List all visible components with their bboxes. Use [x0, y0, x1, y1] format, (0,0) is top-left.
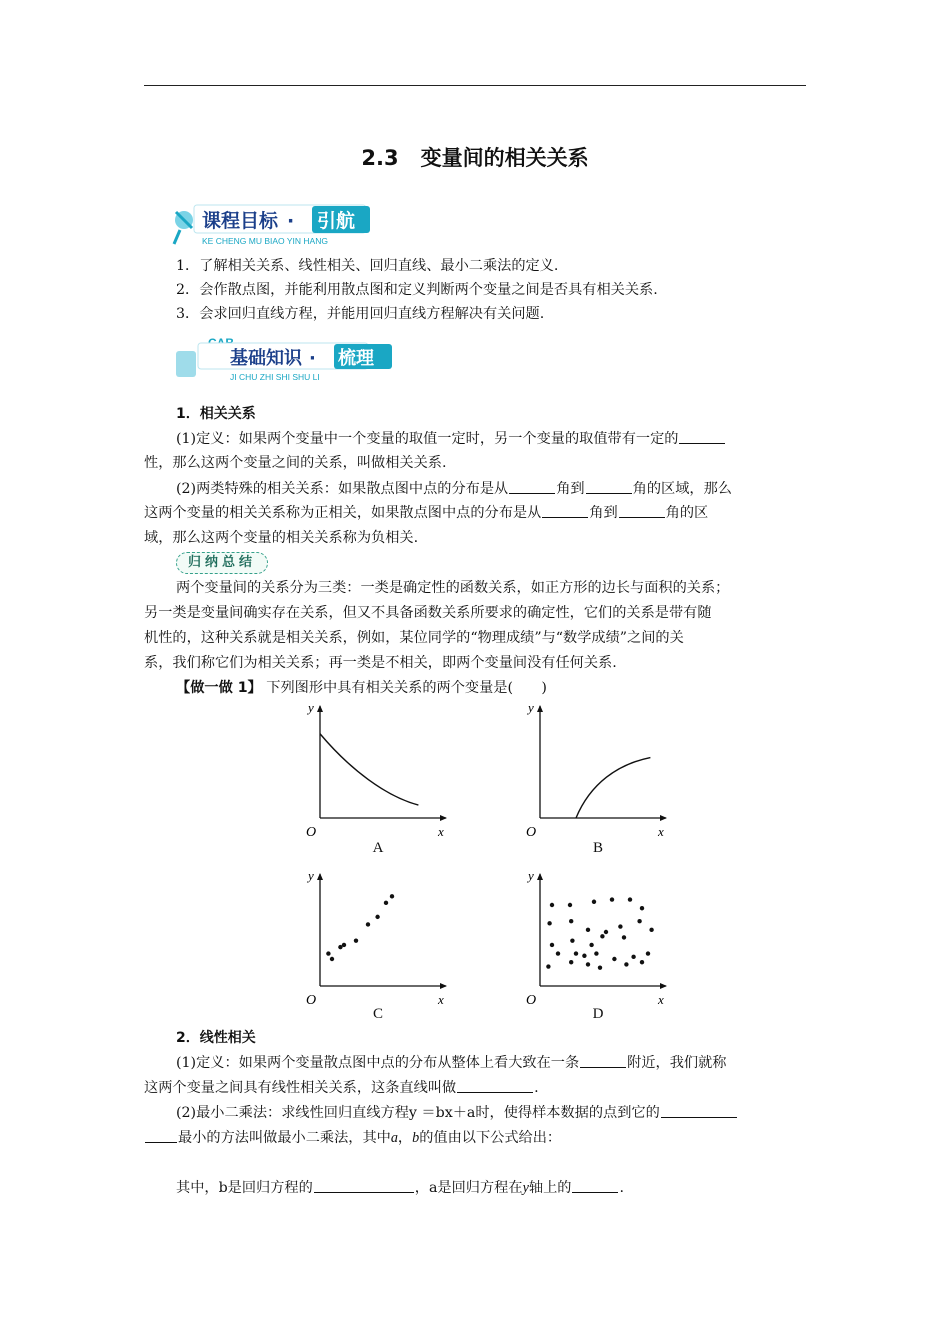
graph-c	[300, 868, 450, 1014]
s1-p1-line2: 性，那么这两个变量之间的关系，叫做相关关系.	[144, 455, 447, 471]
scatter-point	[622, 935, 626, 939]
scatter-point	[570, 938, 574, 942]
summary-line-1: 两个变量间的关系分为三类：一类是确定性的函数关系，如正方形的边长与面积的关系；	[176, 580, 730, 596]
scatter-point	[624, 962, 628, 966]
x-axis-arrow	[660, 815, 667, 821]
banner2-pinyin: JI CHU ZHI SHI SHU LI	[230, 372, 320, 382]
graph-label-b: B	[592, 840, 603, 856]
scatter-point	[649, 928, 653, 932]
scatter-point	[604, 930, 608, 934]
blank[interactable]	[542, 502, 588, 518]
banner2-accent: 梳理	[338, 348, 374, 369]
scatter-point	[640, 960, 644, 964]
scatter-point	[592, 900, 596, 904]
y-axis-label: y	[308, 868, 314, 883]
scatter-point	[589, 943, 593, 947]
s1-p2-line2: 这两个变量的相关关系称为正相关，如果散点图中点的分布是从 角到 角的区	[144, 501, 816, 525]
scatter-point	[631, 955, 635, 959]
scatter-point	[600, 934, 604, 938]
banner1-dot: ·	[287, 210, 295, 232]
x-axis-label: x	[438, 992, 444, 1007]
scatter-point	[646, 951, 650, 955]
exercise-label: 【做一做 1】	[176, 680, 262, 696]
s1-p1-line1: (1)定义：如果两个变量中一个变量的取值一定时，另一个变量的取值带有一定的	[176, 427, 816, 451]
summary-line-4: 系，我们称它们为相关关系；再一类是不相关，即两个变量间没有任何关系.	[144, 655, 617, 671]
graph-label-d: D	[592, 1006, 604, 1022]
blank[interactable]	[457, 1077, 533, 1093]
banner-course-goals	[172, 200, 392, 250]
graph-label-c: C	[372, 1006, 383, 1022]
graph-a	[300, 700, 450, 846]
graph-label-a: A	[372, 840, 384, 856]
section-1-heading: 1．相关关系	[176, 406, 256, 422]
banner1-accent: 引航	[317, 210, 356, 232]
scatter-point	[326, 951, 330, 955]
title-text: 变量间的相关关系	[420, 146, 589, 170]
scatter-point	[637, 919, 641, 923]
x-axis-arrow	[440, 815, 447, 821]
curve-a	[320, 734, 418, 805]
banner2-dot: ·	[309, 348, 316, 369]
curve-b	[576, 758, 650, 818]
s2-p2-line1: (2)最小二乘法：求线性回归直线方程y ＝bx＋a时，使得样本数据的点到它的	[176, 1101, 816, 1125]
scatter-point	[568, 903, 572, 907]
graph-d	[520, 868, 670, 1014]
s2-p1-line2: 这两个变量之间具有线性相关关系，这条直线叫做 .	[144, 1076, 816, 1100]
s2-p3: 其中，b是回归方程的 ，a是回归方程在y轴上的 .	[176, 1176, 816, 1200]
banner2-main: 基础知识	[230, 348, 302, 369]
blank[interactable]	[145, 1127, 177, 1143]
scatter-point	[342, 943, 346, 947]
summary-line-2: 另一类是变量间确实存在关系，但又不具备函数关系所要求的确定性，它们的关系是带有随	[144, 605, 712, 621]
y-axis-label: y	[308, 700, 314, 715]
s1-p2-line1: (2)两类特殊的相关关系：如果散点图中点的分布是从 角到 角的区域，那么	[176, 477, 816, 501]
x-axis-label: x	[658, 992, 664, 1007]
scatter-point	[586, 928, 590, 932]
scatter-point	[598, 965, 602, 969]
blank[interactable]	[572, 1177, 618, 1193]
section-2-heading: 2．线性相关	[176, 1030, 256, 1046]
x-axis-label: x	[658, 824, 664, 839]
exercise-1	[176, 676, 848, 700]
scatter-point	[547, 921, 551, 925]
top-rule	[144, 85, 806, 86]
goal-1: 1．了解相关关系、线性相关、回归直线、最小二乘法的定义.	[176, 258, 559, 274]
banner1-pinyin: KE CHENG MU BIAO YIN HANG	[202, 236, 328, 246]
scatter-point	[550, 903, 554, 907]
scatter-point	[582, 954, 586, 958]
summary-tag: 归纳总结	[176, 552, 268, 574]
blank[interactable]	[661, 1102, 737, 1118]
scatter-point	[569, 919, 573, 923]
scatter-point	[569, 960, 573, 964]
scatter-point	[366, 922, 370, 926]
scatter-point	[574, 951, 578, 955]
s1-p2-line3: 域，那么这两个变量的相关关系称为负相关.	[144, 530, 419, 546]
s2-p2-line2: 最小的方法叫做最小二乘法，其中a，b的值由以下公式给出：	[144, 1126, 816, 1150]
blank[interactable]	[679, 428, 725, 444]
scatter-point	[594, 951, 598, 955]
origin-label: O	[526, 825, 537, 840]
blank[interactable]	[580, 1052, 626, 1068]
satellite-icon	[174, 211, 193, 244]
scatter-point	[330, 957, 334, 961]
scatter-point	[384, 901, 388, 905]
y-axis-arrow	[317, 873, 323, 880]
blank[interactable]	[586, 478, 632, 494]
blank[interactable]	[509, 478, 555, 494]
origin-label: O	[306, 993, 317, 1008]
goal-3: 3．会求回归直线方程，并能用回归直线方程解决有关问题.	[176, 306, 545, 322]
banner-basic-knowledge	[172, 335, 402, 385]
scatter-point	[586, 962, 590, 966]
blank[interactable]	[619, 502, 665, 518]
summary-line-3: 机性的，这种关系就是相关关系，例如，某位同学的“物理成绩”与“数学成绩”之间的关	[144, 630, 684, 646]
y-axis-label: y	[528, 868, 534, 883]
scatter-point	[375, 915, 379, 919]
scatter-point	[618, 924, 622, 928]
s2-p1-line1: (1)定义：如果两个变量散点图中点的分布从整体上看大致在一条 附近，我们就称	[176, 1051, 816, 1075]
x-axis-arrow	[440, 983, 447, 989]
y-axis-arrow	[317, 705, 323, 712]
graph-b	[520, 700, 670, 846]
y-axis-label: y	[528, 700, 534, 715]
scatter-point	[354, 938, 358, 942]
exercise-text: 下列图形中具有相关关系的两个变量是( )	[266, 680, 547, 696]
origin-label: O	[526, 993, 537, 1008]
scatter-point	[628, 897, 632, 901]
scatter-point	[640, 906, 644, 910]
origin-label: O	[306, 825, 317, 840]
scatter-point	[610, 897, 614, 901]
scatter-point	[612, 957, 616, 961]
scatter-point	[556, 951, 560, 955]
y-axis-arrow	[537, 705, 543, 712]
x-axis-arrow	[660, 983, 667, 989]
page-title	[0, 142, 950, 172]
scatter-point	[550, 943, 554, 947]
scatter-point	[390, 894, 394, 898]
y-axis-arrow	[537, 873, 543, 880]
banner1-main: 课程目标	[202, 210, 279, 232]
x-axis-label: x	[438, 824, 444, 839]
blank[interactable]	[314, 1177, 414, 1193]
scatter-point	[546, 964, 550, 968]
goal-2: 2．会作散点图，并能利用散点图和定义判断两个变量之间是否具有相关关系.	[176, 282, 658, 298]
section-number: 2.3	[361, 146, 399, 170]
